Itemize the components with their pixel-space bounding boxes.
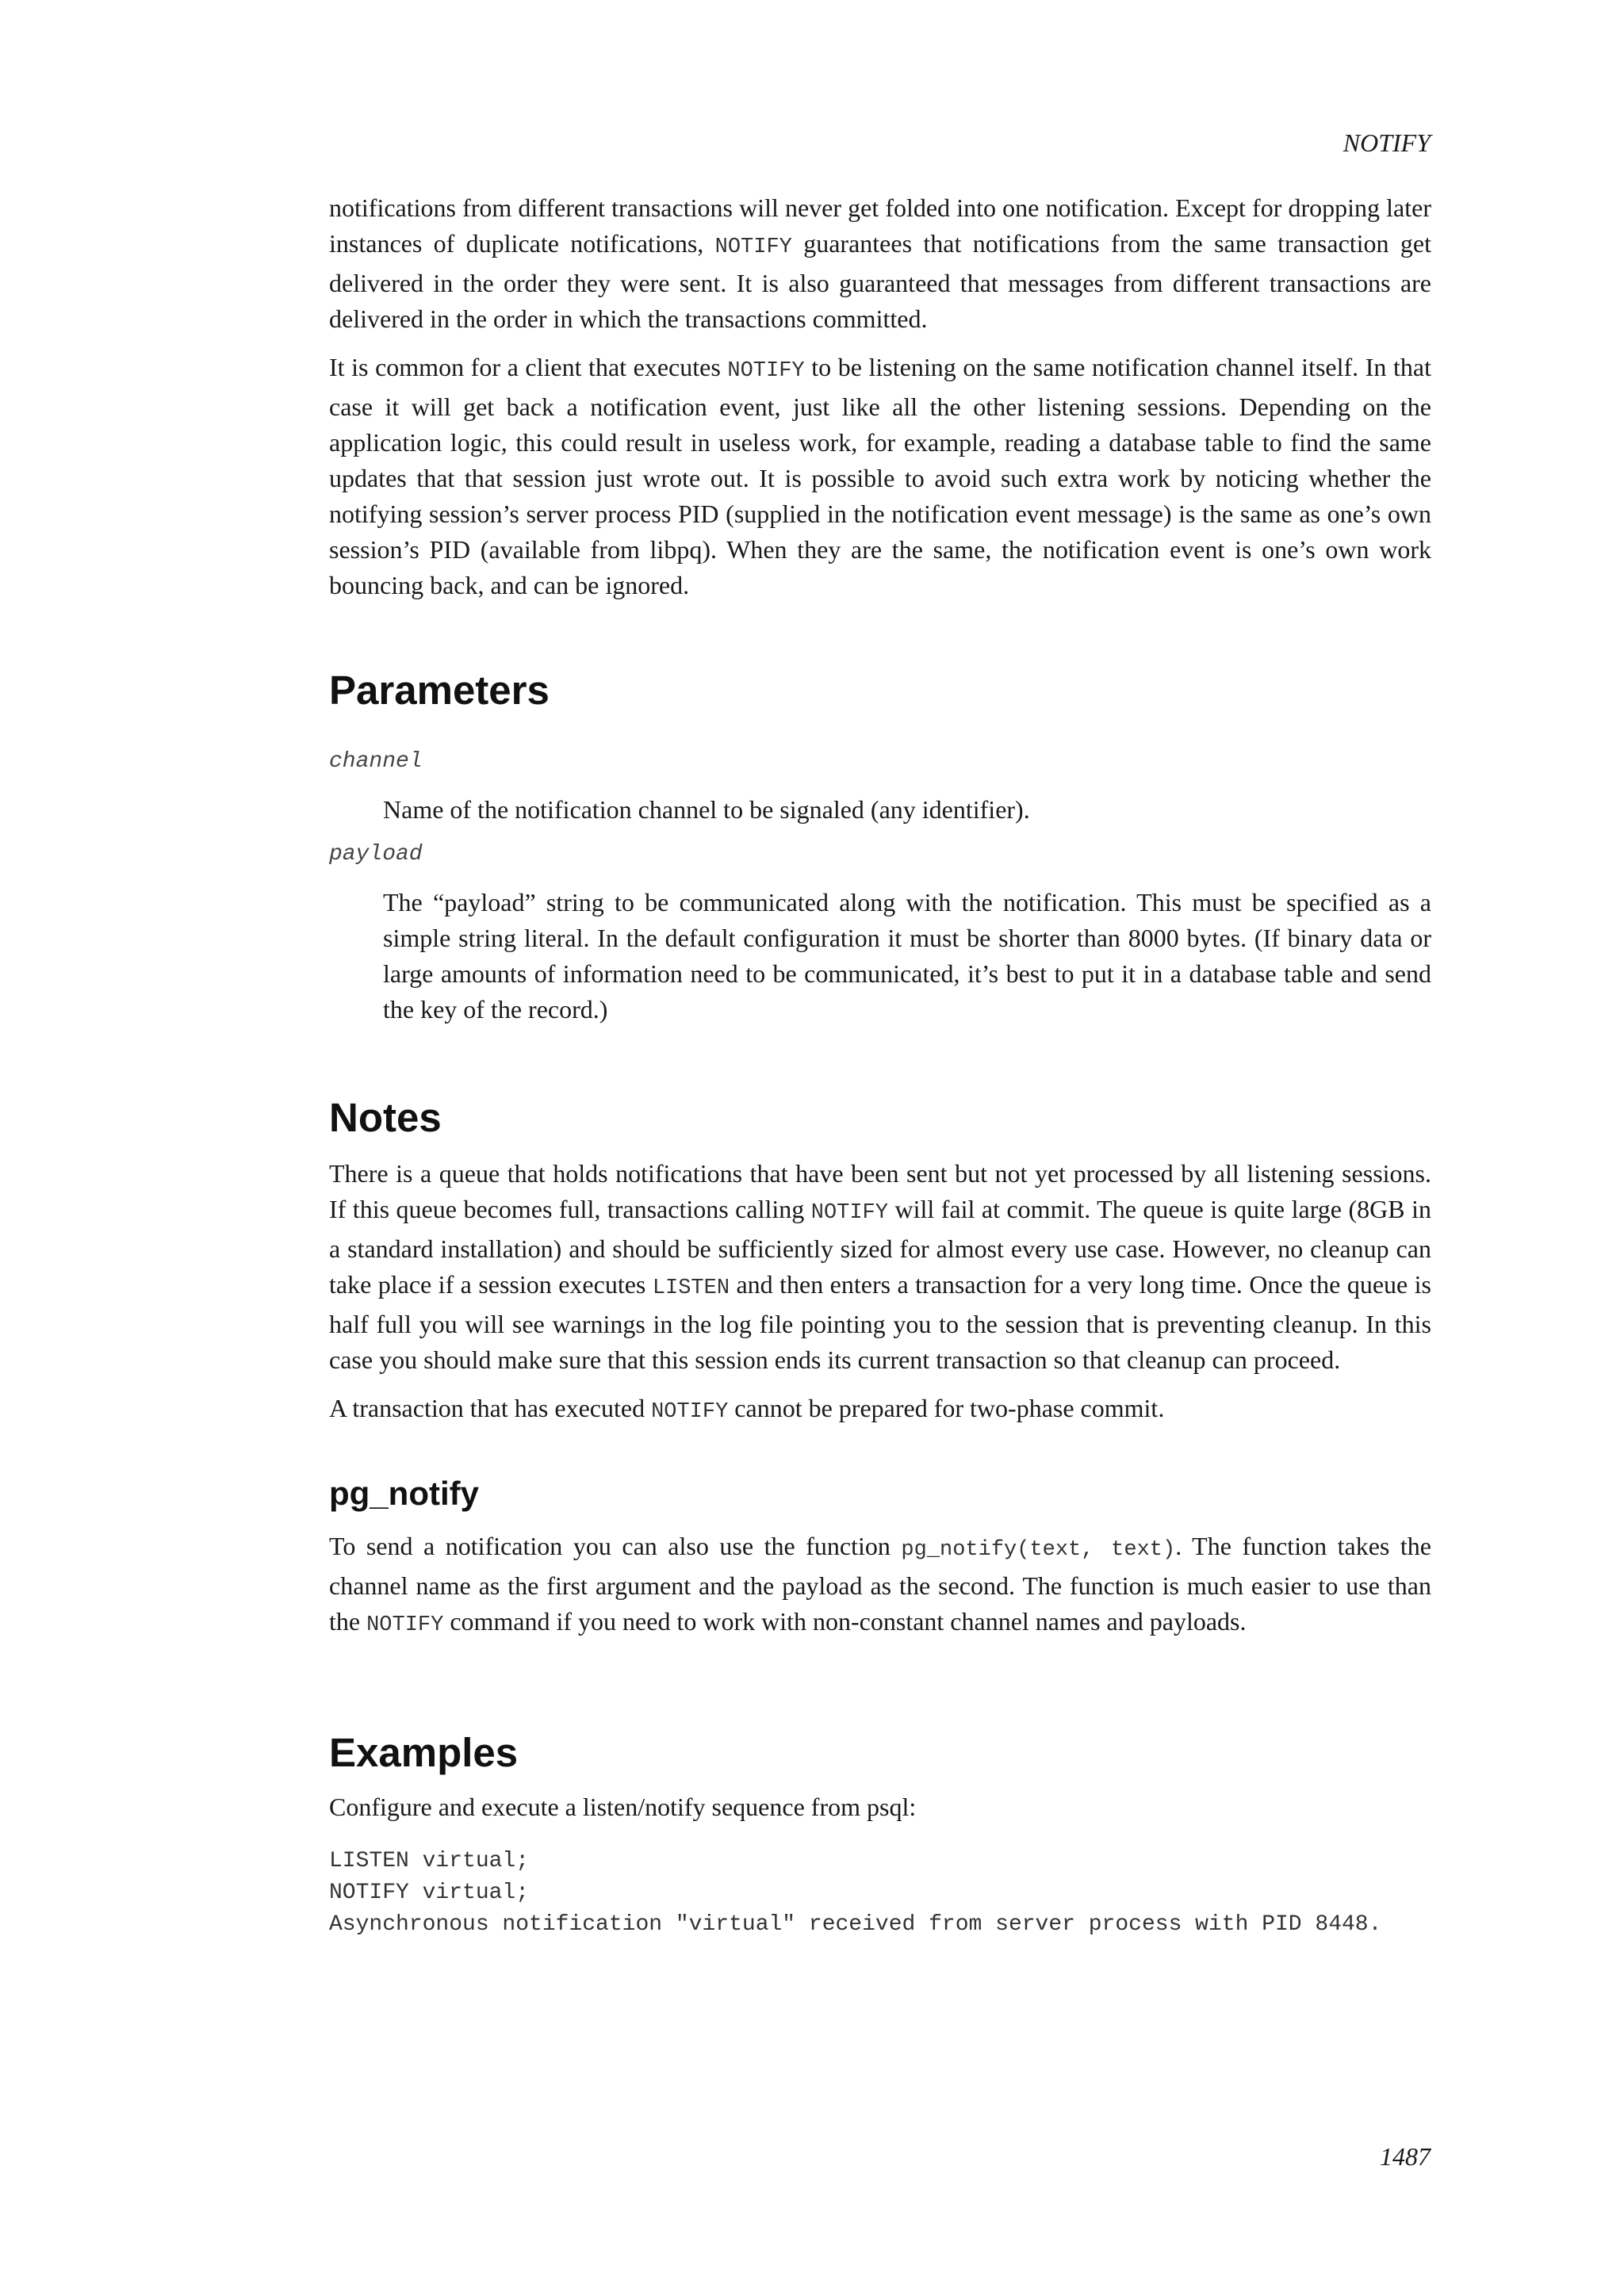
- notes-paragraph-1: There is a queue that holds notifications that have been sent but not yet processed by all listening sessions. If this queue becomes full, transactions calling NOTIFY will fail at commit. The queue is quite large (8GB in a standard installation) and should be sufficiently sized for almost every use case. However, no cleanup can take place if a session executes LISTEN and then enters a transaction for a very long time. Once the queue is half full you will see warnings in the log file pointing you to the session that is preventing cleanup. In this case you should make sure that this session ends its current transaction so that cleanup can proceed.: [329, 1159, 1432, 1374]
- page-number: 1487: [1380, 2142, 1431, 2171]
- intro-paragraph-1: notifications from different transactions will never get folded into one notification. Except for dropping later instances of duplicate notifications, NOTIFY guarantees that notifications from the same transaction get delivered in the order they were sent. It is also guaranteed that messages from different transactions are delivered in the order in which the transactions committed.: [329, 193, 1432, 333]
- code-line: Asynchronous notification "virtual" received from server process with PID 8448.: [329, 1912, 1382, 1937]
- code-line: LISTEN virtual;: [329, 1849, 530, 1873]
- code-block: [329, 1846, 1431, 1941]
- intro-paragraph-2: It is common for a client that executes NOTIFY to be listening on the same notification channel itself. In that case it will get back a notification event, just like all the other listening sessions. Depending on the application logic, this could result in useless work, for example, reading a database table to find the same updates that that session just wrote out. It is possible to avoid such extra work by noticing whether the notifying session’s server process PID (supplied in the notification event message) is the same as one’s own session’s PID (available from libpq). When they are the same, the notification event is one’s own work bouncing back, and can be ignored.: [329, 353, 1432, 599]
- page-content: [329, 190, 1431, 1941]
- code-line: NOTIFY virtual;: [329, 1881, 530, 1905]
- inline-code: pg_notify(text, text): [901, 1538, 1176, 1562]
- notes-heading: Notes: [329, 1095, 442, 1140]
- parameters-heading: Parameters: [329, 668, 550, 713]
- inline-code: NOTIFY: [714, 235, 792, 259]
- parameter-term-payload: payload: [329, 842, 423, 867]
- examples-intro: Configure and execute a listen/notify sequence from psql:: [329, 1793, 917, 1821]
- parameter-desc-payload: The “payload” string to be communicated along with the notification. This must be specified as a simple string literal. In the default configuration it must be shorter than 8000 bytes. (If binary data or large amounts of information need to be communicated, it’s best to put it in a database table and send the key of the record.): [383, 888, 1431, 1024]
- pg-notify-heading: pg_notify: [329, 1475, 479, 1512]
- inline-code: NOTIFY: [727, 359, 805, 383]
- notes-paragraph-2: A transaction that has executed NOTIFY cannot be prepared for two-phase commit.: [329, 1394, 1165, 1424]
- parameter-term-channel: channel: [329, 749, 423, 774]
- inline-code: NOTIFY: [366, 1613, 444, 1637]
- inline-code: NOTIFY: [810, 1201, 888, 1225]
- inline-code: LISTEN: [652, 1276, 730, 1300]
- parameter-desc-channel: Name of the notification channel to be signaled (any identifier).: [383, 795, 1030, 824]
- examples-heading: Examples: [329, 1730, 519, 1775]
- pg-notify-paragraph: To send a notification you can also use the function pg_notify(text, text). The function takes the channel name as the first argument and the payload as the second. The function is much easier to use than the NOTIFY command if you need to work with non-constant channel names and payloads.: [329, 1532, 1432, 1637]
- running-header: NOTIFY: [1342, 128, 1431, 157]
- inline-code: NOTIFY: [651, 1400, 729, 1424]
